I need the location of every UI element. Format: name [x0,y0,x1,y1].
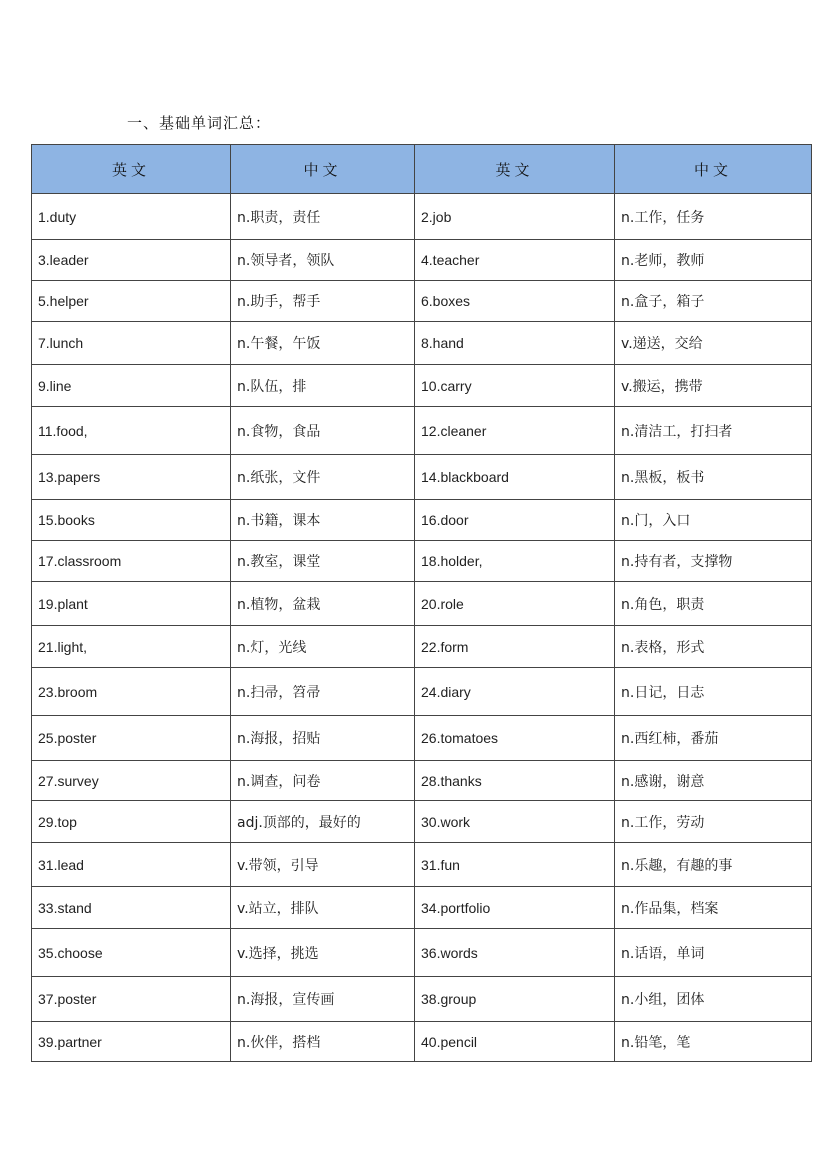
header-english-2: 英文 [415,145,615,194]
table-row [32,626,812,668]
chinese-meaning-cell: n.食物，食品 [231,407,415,455]
english-word-cell: 34.portfolio [415,887,615,929]
table-row [32,407,812,455]
table-row [32,365,812,407]
chinese-meaning-cell: n.门，入口 [615,500,812,541]
header-english-1: 英文 [32,145,231,194]
english-word-cell: 9.line [32,365,231,407]
english-word-cell: 30.work [415,801,615,843]
english-word-cell: 7.lunch [32,322,231,365]
chinese-meaning-cell: v.选择，挑选 [231,929,415,977]
chinese-meaning-cell: n.纸张，文件 [231,455,415,500]
chinese-meaning-cell: v.带领，引导 [231,843,415,887]
chinese-meaning-cell: n.灯，光线 [231,626,415,668]
table-row [32,761,812,801]
table-row [32,500,812,541]
vocabulary-table-body [32,194,812,1062]
table-row [32,977,812,1022]
chinese-meaning-cell: n.领导者，领队 [231,240,415,281]
chinese-meaning-cell: v.搬运，携带 [615,365,812,407]
table-row [32,194,812,240]
english-word-cell: 26.tomatoes [415,716,615,761]
english-word-cell: 10.carry [415,365,615,407]
english-word-cell: 5.helper [32,281,231,322]
chinese-meaning-cell: n.小组，团体 [615,977,812,1022]
chinese-meaning-cell: n.作品集，档案 [615,887,812,929]
chinese-meaning-cell: n.职责，责任 [231,194,415,240]
english-word-cell: 29.top [32,801,231,843]
english-word-cell: 17.classroom [32,541,231,582]
english-word-cell: 37.poster [32,977,231,1022]
english-word-cell: 31.fun [415,843,615,887]
chinese-meaning-cell: n.工作，劳动 [615,801,812,843]
table-row [32,801,812,843]
english-word-cell: 2.job [415,194,615,240]
chinese-meaning-cell: n.感谢，谢意 [615,761,812,801]
english-word-cell: 27.survey [32,761,231,801]
table-row [32,240,812,281]
english-word-cell: 3.leader [32,240,231,281]
chinese-meaning-cell: n.持有者，支撑物 [615,541,812,582]
chinese-meaning-cell: n.铅笔，笔 [615,1022,812,1062]
chinese-meaning-cell: n.伙伴，搭档 [231,1022,415,1062]
english-word-cell: 28.thanks [415,761,615,801]
chinese-meaning-cell: n.角色，职责 [615,582,812,626]
english-word-cell: 23.broom [32,668,231,716]
table-row [32,541,812,582]
vocabulary-table [31,144,812,1062]
table-row [32,582,812,626]
chinese-meaning-cell: n.午餐，午饭 [231,322,415,365]
table-row [32,281,812,322]
chinese-meaning-cell: n.表格，形式 [615,626,812,668]
chinese-meaning-cell: n.植物，盆栽 [231,582,415,626]
chinese-meaning-cell: n.黑板，板书 [615,455,812,500]
chinese-meaning-cell: n.西红柿，番茄 [615,716,812,761]
chinese-meaning-cell: v.递送，交给 [615,322,812,365]
english-word-cell: 40.pencil [415,1022,615,1062]
english-word-cell: 33.stand [32,887,231,929]
english-word-cell: 25.poster [32,716,231,761]
english-word-cell: 15.books [32,500,231,541]
chinese-meaning-cell: n.老师，教师 [615,240,812,281]
english-word-cell: 38.group [415,977,615,1022]
table-row [32,887,812,929]
header-chinese-1: 中文 [231,145,415,194]
chinese-meaning-cell: n.工作，任务 [615,194,812,240]
header-chinese-2: 中文 [615,145,812,194]
table-row [32,716,812,761]
english-word-cell: 35.choose [32,929,231,977]
chinese-meaning-cell: n.书籍，课本 [231,500,415,541]
chinese-meaning-cell: n.教室，课堂 [231,541,415,582]
english-word-cell: 16.door [415,500,615,541]
table-row [32,929,812,977]
chinese-meaning-cell: v.站立，排队 [231,887,415,929]
english-word-cell: 24.diary [415,668,615,716]
english-word-cell: 18.holder, [415,541,615,582]
chinese-meaning-cell: n.盒子，箱子 [615,281,812,322]
english-word-cell: 4.teacher [415,240,615,281]
chinese-meaning-cell: adj.顶部的，最好的 [231,801,415,843]
table-row [32,322,812,365]
chinese-meaning-cell: n.海报，宣传画 [231,977,415,1022]
english-word-cell: 1.duty [32,194,231,240]
chinese-meaning-cell: n.话语，单词 [615,929,812,977]
english-word-cell: 21.light, [32,626,231,668]
english-word-cell: 12.cleaner [415,407,615,455]
english-word-cell: 36.words [415,929,615,977]
english-word-cell: 11.food, [32,407,231,455]
table-row [32,843,812,887]
chinese-meaning-cell: n.调查，问卷 [231,761,415,801]
chinese-meaning-cell: n.助手，帮手 [231,281,415,322]
table-row [32,455,812,500]
chinese-meaning-cell: n.乐趣，有趣的事 [615,843,812,887]
english-word-cell: 31.lead [32,843,231,887]
table-header-row [32,145,812,194]
english-word-cell: 39.partner [32,1022,231,1062]
chinese-meaning-cell: n.日记，日志 [615,668,812,716]
table-row [32,1022,812,1062]
english-word-cell: 8.hand [415,322,615,365]
chinese-meaning-cell: n.队伍，排 [231,365,415,407]
chinese-meaning-cell: n.扫帚，笤帚 [231,668,415,716]
english-word-cell: 19.plant [32,582,231,626]
chinese-meaning-cell: n.海报，招贴 [231,716,415,761]
section-title: 一、基础单词汇总： [127,114,272,132]
english-word-cell: 13.papers [32,455,231,500]
english-word-cell: 14.blackboard [415,455,615,500]
chinese-meaning-cell: n.清洁工，打扫者 [615,407,812,455]
table-row [32,668,812,716]
english-word-cell: 22.form [415,626,615,668]
english-word-cell: 6.boxes [415,281,615,322]
english-word-cell: 20.role [415,582,615,626]
